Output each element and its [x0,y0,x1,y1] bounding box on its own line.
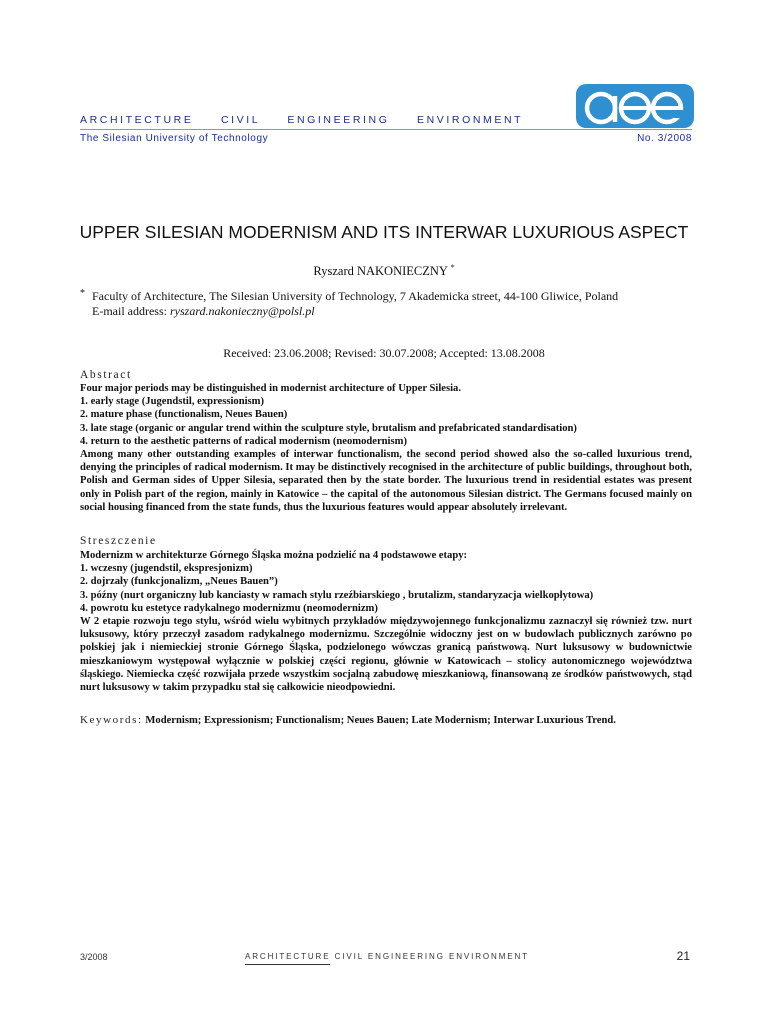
abstract-line: 4. return to the aesthetic patterns of radical modernism (neomodernism) [80,435,407,447]
affiliation-mark: * [80,288,85,299]
streszczenie-line: Modernizm w architekturze Górnego Śląska można podzielić na 4 podstawowe etapy: [80,550,468,561]
logo-ace-mark [581,86,689,126]
page-number: 21 [676,949,690,963]
email-label: E-mail address: [92,304,167,318]
university-name: The Silesian University of Technology [80,133,269,144]
author-name: Ryszard NAKONIECZNY [313,264,448,279]
article-title: UPPER SILESIAN MODERNISM AND ITS INTERWAR LUXURIOUS ASPECT [79,222,689,242]
header-rule [80,129,692,130]
dates-line: Received: 23.06.2008; Revised: 30.07.2008; Accepted: 13.08.2008 [223,346,545,360]
email-address[interactable]: ryszard.nakonieczny@polsl.pl [169,304,315,318]
journal-name: ARCHITECTURE CIVIL ENGINEERING ENVIRONMENT [80,114,524,126]
footer-journal-rest: CIVIL ENGINEERING ENVIRONMENT [334,952,529,961]
abstract-paragraph: Among many other outstanding examples of interwar functionalism, the second period showed also the so-called luxurious trend, denying the principles of radical modernism. It may be distinctively recognised in the architecture of public buildings, throughout both, Polish and German sides of Upper Silesia, separated then by the state border. The luxurious trend in residential estates was present only in Polish part of the region, mainly in Katowice – the capital of the autonomous Silesian district. The Germans focused mainly on social housing financed from the state funds, thus the luxurious features would appear absolutely irrelevant. [80,449,692,513]
keywords [80,714,700,726]
affiliation-text: Faculty of Architecture, The Silesian University of Technology, 7 Akademicka street, 44-100 Gliwice, Poland [92,289,619,303]
keywords-label: Keywords: [80,714,143,726]
author-footnote-mark: * [450,263,455,272]
keywords-text: Modernism; Expressionism; Functionalism; Neues Bauen; Late Modernism; Interwar Luxurious Trend. [145,715,616,726]
abstract-line: 1. early stage (Jugendstil, expressionism) [80,396,265,408]
footer-journal-name [245,952,529,961]
issue-number: No. 3/2008 [637,133,692,144]
email-line [92,304,315,319]
abstract-heading: Abstract [80,369,132,381]
abstract-line: 2. mature phase (functionalism, Neues Bauen) [80,409,288,421]
streszczenie-body [80,549,692,694]
streszczenie-line: 4. powrotu ku estetyce radykalnego modernizmu (neomodernizm) [80,602,378,614]
footer-journal-architecture: ARCHITECTURE [245,952,330,965]
footer-issue: 3/2008 [80,952,108,962]
abstract-body [80,382,692,514]
streszczenie-line: 3. późny (nurt organiczny lub kanciasty w ramach stylu rzeźbiarskiego , brutalizm, standaryzacja wielkopłytowa) [80,589,594,601]
author [40,263,728,279]
streszczenie-paragraph: W 2 etapie rozwoju tego stylu, wśród wielu wybitnych przykładów międzywojennego funkcjonalizmu zaznaczył się również tzw. nurt luksusowy, który przeczył zasadom radykalnego modernizmu. Szczególnie widoczny jest on w budowlach publicznych zarówno po polskiej jak i niemieckiej stronie Górnego Śląska, podzielonego wówczas granicą państwową. Nurt luksusowy w budownictwie mieszkaniowym występował wyłącznie w polskiej części regionu, głównie w Katowicach – stolicy autonomicznego województwa śląskiego. Niemiecka część rozwijała przede wszystkim socjalną zabudowę mieszkaniową, finansowaną ze środków państwowych, stąd nurt luksusowy w takim przypadku stał się całkowicie nieodpowiedni. [80,616,692,694]
streszczenie-heading: Streszczenie [80,535,157,547]
streszczenie-line: 2. dojrzały (funkcjonalizm, „Neues Bauen”) [80,576,278,588]
streszczenie-line: 1. wczesny (jugendstil, ekspresjonizm) [80,563,253,575]
journal-logo [576,84,694,128]
abstract-line: Four major periods may be distinguished in modernist architecture of Upper Silesia. [80,383,461,394]
abstract-line: 3. late stage (organic or angular trend within the sculpture style, brutalism and prefabricated standardisation) [80,422,577,434]
